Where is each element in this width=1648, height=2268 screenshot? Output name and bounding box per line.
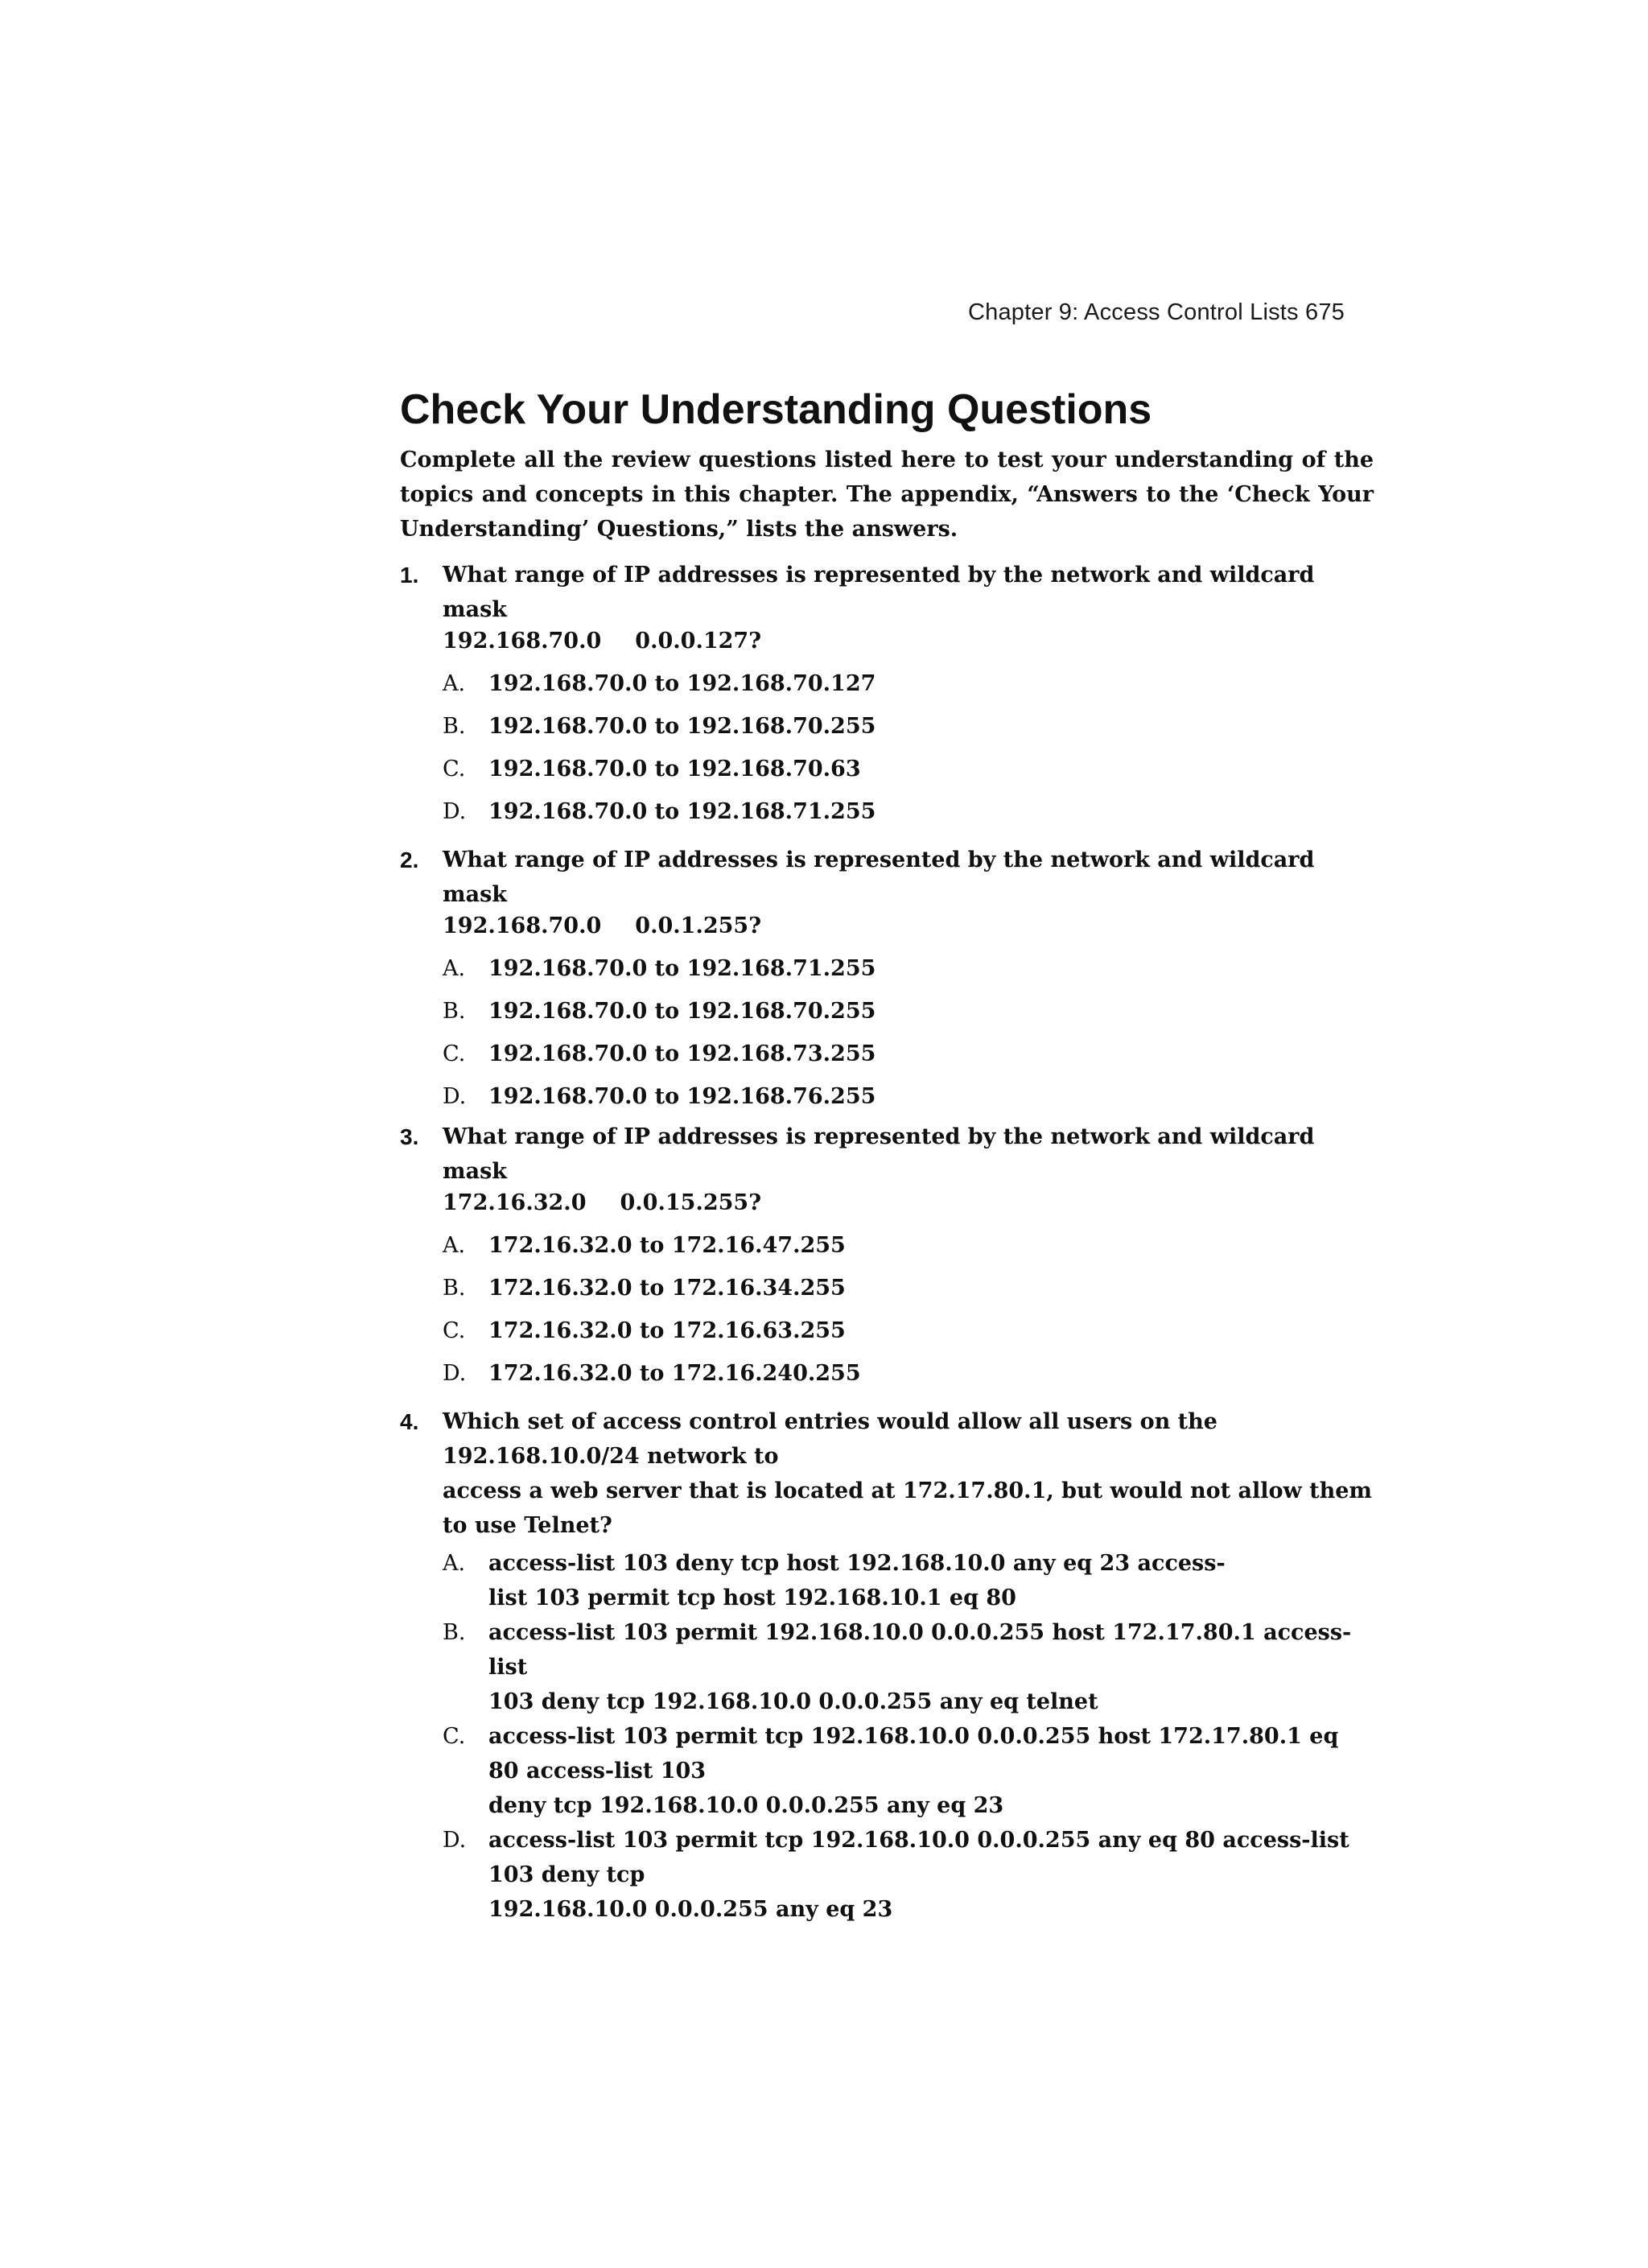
- option-letter: A.: [443, 1233, 466, 1258]
- option-text: access-list 103 permit tcp 192.168.10.0 0.0.0.255 host 172.17.80.1 eq 80 access-list 103: [488, 1724, 1339, 1783]
- answer-option: [443, 947, 1374, 990]
- answer-option: [443, 1224, 1374, 1267]
- option-text: 172.16.32.0 to 172.16.240.255: [488, 1361, 861, 1386]
- option-text: 172.16.32.0 to 172.16.63.255: [488, 1318, 846, 1343]
- option-text: 192.168.70.0 to 192.168.71.255: [488, 956, 876, 981]
- option-letter: D.: [443, 799, 467, 824]
- option-text: 192.168.70.0 to 192.168.70.63: [488, 757, 861, 781]
- question-stem: [443, 1404, 1374, 1543]
- answer-option: [443, 748, 1374, 790]
- option-text: 172.16.32.0 to 172.16.47.255: [488, 1233, 846, 1258]
- question-2: [400, 843, 1374, 1118]
- option-letter: B.: [443, 714, 466, 739]
- option-text: 192.168.70.0 to 192.168.73.255: [488, 1041, 876, 1066]
- question-number: 2.: [400, 847, 419, 872]
- option-letter: C.: [443, 757, 466, 781]
- option-text: deny tcp 192.168.10.0 0.0.0.255 any eq 23: [488, 1793, 1004, 1818]
- section-intro: Complete all the review questions listed here to test your understanding of the topics and concepts in this chapter. The appendix, “Answers to the ‘Check Your Understanding’ Questions,” lists the answers.: [400, 447, 1374, 542]
- answer-option: [443, 1546, 1374, 1615]
- answer-options: [443, 1546, 1374, 1927]
- answer-option: [443, 1352, 1374, 1395]
- network-address: 192.168.70.0: [443, 629, 602, 654]
- question-stem: What range of IP addresses is represented by the network and wildcard mask: [443, 563, 1315, 622]
- question-4: [400, 1404, 1374, 1927]
- option-letter: A.: [443, 1551, 466, 1576]
- answer-options: [443, 662, 1374, 833]
- answer-option: [443, 1615, 1374, 1719]
- answer-options: [443, 947, 1374, 1118]
- network-address: 172.16.32.0: [443, 1190, 587, 1215]
- answer-option: [443, 1267, 1374, 1309]
- option-letter: D.: [443, 1361, 467, 1386]
- question-3: [400, 1120, 1374, 1395]
- question-stem-line: access a web server that is located at 172.17.80.1, but would not allow them to use Telnet?: [443, 1478, 1372, 1538]
- option-letter: C.: [443, 1041, 466, 1066]
- option-text: 192.168.70.0 to 192.168.70.127: [488, 671, 876, 696]
- question-network-mask: [443, 912, 1374, 941]
- question-number: 4.: [400, 1409, 419, 1434]
- question-1: [400, 558, 1374, 833]
- answer-option: [443, 1309, 1374, 1352]
- option-letter: A.: [443, 671, 466, 696]
- answer-option: [443, 1719, 1374, 1823]
- option-letter: B.: [443, 1276, 466, 1301]
- option-text: 192.168.70.0 to 192.168.76.255: [488, 1084, 876, 1109]
- option-letter: C.: [443, 1318, 466, 1343]
- network-address: 192.168.70.0: [443, 913, 602, 938]
- wildcard-mask: 0.0.0.127?: [635, 629, 762, 654]
- option-text: 192.168.70.0 to 192.168.71.255: [488, 799, 876, 824]
- option-text: access-list 103 permit tcp 192.168.10.0 0.0.0.255 any eq 80 access-list 103 deny tcp: [488, 1828, 1349, 1887]
- wildcard-mask: 0.0.15.255?: [620, 1190, 762, 1215]
- question-number: 3.: [400, 1124, 419, 1149]
- question-stem: What range of IP addresses is represented by the network and wildcard mask: [443, 1124, 1315, 1184]
- option-letter: B.: [443, 999, 466, 1024]
- question-stem-line: Which set of access control entries would allow all users on the 192.168.10.0/24 network to: [443, 1409, 1217, 1469]
- option-letter: A.: [443, 956, 466, 981]
- question-number: 1.: [400, 563, 419, 588]
- option-text: 103 deny tcp 192.168.10.0 0.0.0.255 any eq telnet: [488, 1689, 1098, 1714]
- answer-option: [443, 790, 1374, 833]
- option-letter: C.: [443, 1724, 466, 1749]
- answer-option: [443, 1075, 1374, 1118]
- option-text: 192.168.70.0 to 192.168.70.255: [488, 999, 876, 1024]
- answer-option: [443, 990, 1374, 1033]
- option-text: access-list 103 deny tcp host 192.168.10.0 any eq 23 access-: [488, 1551, 1226, 1576]
- option-text: 192.168.70.0 to 192.168.70.255: [488, 714, 876, 739]
- answer-option: [443, 662, 1374, 705]
- option-text: access-list 103 permit 192.168.10.0 0.0.0.255 host 172.17.80.1 access-list: [488, 1620, 1352, 1680]
- option-text: 172.16.32.0 to 172.16.34.255: [488, 1276, 846, 1301]
- option-letter: D.: [443, 1828, 467, 1853]
- option-text: 192.168.10.0 0.0.0.255 any eq 23: [488, 1897, 893, 1922]
- answer-options: [443, 1224, 1374, 1395]
- running-head: Chapter 9: Access Control Lists 675: [967, 299, 1345, 325]
- answer-option: [443, 1033, 1374, 1075]
- question-network-mask: [443, 1189, 1374, 1218]
- option-letter: B.: [443, 1620, 466, 1645]
- page-content: [400, 383, 1374, 1927]
- option-text: list 103 permit tcp host 192.168.10.1 eq 80: [488, 1586, 1016, 1610]
- answer-option: [443, 1823, 1374, 1927]
- question-stem: What range of IP addresses is represented by the network and wildcard mask: [443, 847, 1315, 907]
- wildcard-mask: 0.0.1.255?: [635, 913, 762, 938]
- section-title: Check Your Understanding Questions: [400, 386, 1152, 433]
- question-network-mask: [443, 627, 1374, 656]
- answer-option: [443, 705, 1374, 748]
- option-letter: D.: [443, 1084, 467, 1109]
